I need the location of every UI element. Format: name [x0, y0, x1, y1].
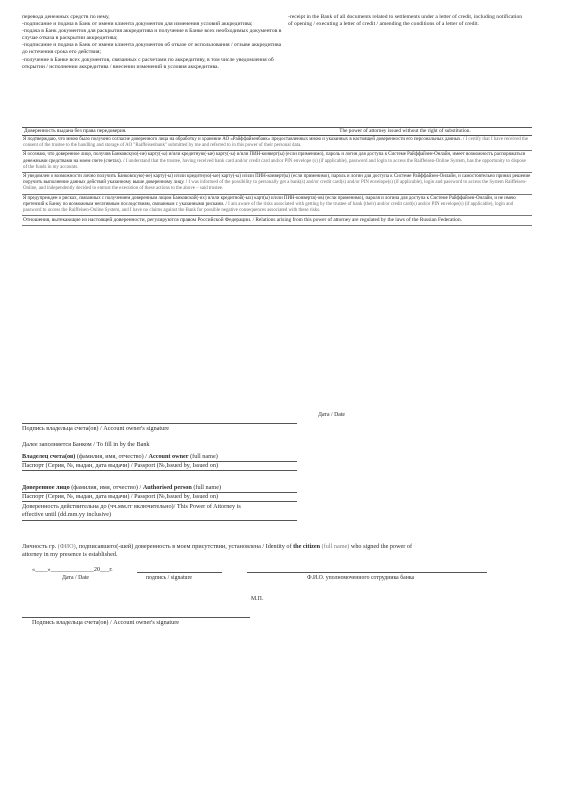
- authorised-label-ru: Доверенное лицо: [22, 484, 70, 491]
- validity-label-line-1: Доверенность действительна до (чч.мм.гг включительно)/ This Power of Attorney is: [22, 503, 241, 510]
- owner-passport-label: Паспорт (Серия, №, выдан, дата выдачи) / Passport (№,Issued by, Issued on): [22, 462, 219, 469]
- owner-label-rest-ru: (фамилия, имя, отчество) /: [75, 453, 149, 460]
- risks-paragraph: Я предупрежден о рисках, связанных с получением доверенным лицом Банковской(-их) и/или кредитной(-ых) карт(ы) и/или ПИН-конверта(-ов) (если применимо), пароля и логина для доступа к Системе Райффайзен-Онлайн, и не имею претензий к Банку по возможным негативным последствиям, связанным с указанными рисками. / I am aware of the risks associated with getting by the trustee of bank (their) and/or credit card(s) and/or PIN envelope(s) (if applicable), login and password to access the Raiffeisen-Online System, and I have no claims against the Bank for possible negative consequences associated with these risks.: [22, 195, 532, 217]
- awareness-paragraph: Я осознаю, что доверенное лицо, получив Банковскую(-ие) карту(-ы) и/или кредитную(-ые) карту(-ы) и/или ПИН-конверт(ы) (если применимо), пароль и логин для доступа к Системе Райффайзен-Онлайн, имеет возможность распоряжаться денежными средствами на моем счете (счетах). / I understand that the trustee, having received bank card and/or credit card and/or PIN envelope (s) (if applicable), password and login to access the Raiffeisen-Online System, has the opportunity to dispose of the funds in my accounts.: [22, 151, 532, 173]
- consent-paragraph: Я подтверждаю, что мною было получено согласие доверенного лица на обработку и хранение АО «Райффайзенбанк» предоставленных мною и указанных в настоящей доверенности его персональных данных. / I certify that I have received the consent of the trustee to the handling and storage of AO "Raiffeisenbank" submitted by me and referred to in this power of their personal data.: [22, 136, 532, 151]
- top-left-item-2: -подписание и подача в Банк от имени клиента документов для изменения условий аккредитива;: [22, 21, 253, 28]
- bank-fill-label: Далее заполняется Банком / To fill in by the Bank: [22, 441, 150, 448]
- date-label-1: Дата / Date: [318, 412, 346, 418]
- authorised-person-label: [22, 484, 221, 492]
- authorised-passport-line: [22, 501, 297, 502]
- consent-ru: Я подтверждаю, что мною было получено согласие доверенного лица на обработку и хранение АО «Райффайзенбанк» предоставленных мною и указанных в настоящей доверенности его персональных данных.: [23, 137, 462, 142]
- identity-text-c: , подписавшего(-шей) доверенность в моем присутствии, установлена / Identity of: [75, 543, 294, 550]
- conditions-table: [22, 127, 532, 226]
- risks-en: I am aware of the risks associated with getting by the trustee of bank (their) and/or credit card(s) and/or PIN envelope(s) (if applicable), login and password to access the Raiffeisen-Online System, and I have no claims against the Bank for possible negative consequences associated with these risks.: [23, 201, 514, 214]
- top-left-column: [22, 14, 284, 71]
- owner-label-ru: Владелец счета(ов): [22, 453, 76, 460]
- employee-name-line: [247, 572, 487, 573]
- authorised-label-rest-en: (full name): [191, 484, 222, 491]
- authorised-label-en: Authorised person: [142, 484, 192, 491]
- date-template: «____»______________20___г.: [32, 566, 113, 573]
- notified-en: I was informed of the possibility to personally get a bank(s) and/or credit card(s) and/or PIN envelope(s) (if applicable), login and password to access the System Raiffeisen-Online, and independently decided to entrust the execution of these actions to the above – said trustee.: [23, 180, 527, 192]
- validity-label-line-2: effective until (dd.mm.yy inclusive): [22, 511, 112, 518]
- owner-label: [22, 453, 218, 461]
- owner-label-en: Account owner: [148, 453, 189, 460]
- top-right-item-1: -receipt in the Bank of all documents related to settlements under a letter of credit, including notification of opening / executing a letter of credit / amending the conditions of a letter of credit.: [288, 14, 523, 28]
- signature-label: подпись / signature: [146, 575, 192, 581]
- risks-ru: Я предупрежден о рисках, связанных с получением доверенным лицом Банковской(-их) и/или кредитной(-ых) карт(ы) и/или ПИН-конверта(-ов) (если применимо), пароля и логина для доступа к Системе Райффайзен-Онлайн, и не имею претензий к Банку по возможным негативным последствиям, связанным с указанными рисками.: [23, 195, 516, 207]
- identity-text-b: (ФИО): [57, 543, 76, 550]
- validity-line: [22, 520, 297, 521]
- identity-text-f: who signed the power of: [349, 543, 413, 550]
- consent-en: I certify that I have received the consent of the trustee to the handling and storage of AO "Raiffeisenbank" submitted by me and referred to in this power of their personal data.: [23, 137, 529, 149]
- employee-signature-line: [137, 572, 222, 573]
- top-left-item-4: -подписание и подача в Банк от имени клиента документов об отказе от использования / отзыве аккредитива до истечения срока его действия;: [22, 42, 282, 56]
- date-label-2: Дата / Date: [62, 575, 90, 581]
- identity-text-e: (full name): [320, 543, 350, 550]
- notified-paragraph: Я уведомлен о возможности лично получить Банковскую(-ие) карту(-ы) и/или кредитную(-ые) карту(-ы) и/или ПИН-конверт(ы) (если применимо), пароль и логин для доступа к Системе Райффайзен-Онлайн, и самостоятельно принял решение поручить выполнение данных действий указанному выше доверенному лицу. / I was informed of the possibility to personally get a bank(s) and/or credit card(s) and/or PIN envelope(s) (if applicable), login and password to access the System Raiffeisen-Online, and independently decided to entrust the execution of these actions to the above – said trustee.: [22, 173, 532, 195]
- table-header-row: [22, 128, 532, 136]
- top-left-item-1: перевода денежных средств по нему,: [22, 14, 110, 20]
- identity-text-a: Личность гр.: [22, 543, 58, 550]
- signature-line-1: [22, 423, 297, 424]
- stamp-place-label: М.П.: [251, 596, 264, 602]
- no-substitution-ru: Доверенность выдана без права передоверия.: [24, 128, 127, 134]
- signature-line-2: [22, 617, 250, 618]
- top-left-item-3: -подача в Банк документов для раскрытия аккредитива и получение в Банке всех необходимых документов в случае отказа в раскрытии аккредитива;: [22, 28, 282, 42]
- governing-law-ru: Отношения, вытекающие из настоящей доверенности, регулируются правом Российской Федерации.: [23, 217, 252, 224]
- bank-employee-name-label: Ф.И.О. уполномоченного сотрудника банка: [307, 575, 415, 581]
- governing-law-paragraph: Отношения, вытекающие из настоящей доверенности, регулируются правом Российской Федерации. / Relations arising from this power of attorney are regulated by the laws of the Russian Federation.: [22, 216, 532, 226]
- identity-statement-line-2: attorney in my presence is established.: [22, 551, 118, 558]
- owner-label-rest-en: (full name): [188, 453, 218, 460]
- no-substitution-en: The power of attorney issued without the right of substitution.: [339, 128, 471, 134]
- identity-statement-line-1: [22, 543, 412, 551]
- awareness-en: I understand that the trustee, having received bank card and/or credit card and/or PIN envelope (s) (if applicable), password and login to access the Raiffeisen-Online System, has the opportunity to dispose of the funds in my accounts.: [23, 158, 526, 170]
- account-owner-signature-label-2: Подпись владельца счета(ов) / Account owner's signature: [32, 619, 180, 626]
- identity-text-d: the citizen: [293, 543, 321, 550]
- top-left-item-5: -получение в Банке всех документов, связанных с расчетами по аккредитиву, в том числе уведомления об открытии / исполнении аккредитива / внесении изменений в условия аккредитива.: [22, 56, 274, 70]
- authorised-passport-label: Паспорт (Серия, №, выдан, дата выдачи) / Passport (№,Issued by, Issued on): [22, 493, 219, 500]
- authorised-label-rest-ru: (фамилия, имя, отчество) /: [69, 484, 143, 491]
- account-owner-signature-label-1: Подпись владельца счета(ов) / Account owner's signature: [22, 425, 170, 432]
- owner-passport-line: [22, 470, 297, 471]
- top-right-column: [288, 14, 528, 28]
- governing-law-en: Relations arising from this power of attorney are regulated by the laws of the Russian Federation.: [255, 217, 462, 224]
- notified-ru: Я уведомлен о возможности лично получить Банковскую(-ие) карту(-ы) и/или кредитную(-ые) карту(-ы) и/или ПИН-конверт(ы) (если применимо), пароль и логин для доступа к Системе Райффайзен-Онлайн, и самостоятельно принял решение поручить выполнение данных действий указанному выше доверенному лицу.: [23, 174, 531, 186]
- awareness-ru: Я осознаю, что доверенное лицо, получив Банковскую(-ие) карту(-ы) и/или кредитную(-ые) карту(-ы) и/или ПИН-конверт(ы) (если применимо), пароль и логин для доступа к Системе Райффайзен-Онлайн, имеет возможность распоряжаться денежными средствами на моем счете (счетах).: [23, 152, 526, 164]
